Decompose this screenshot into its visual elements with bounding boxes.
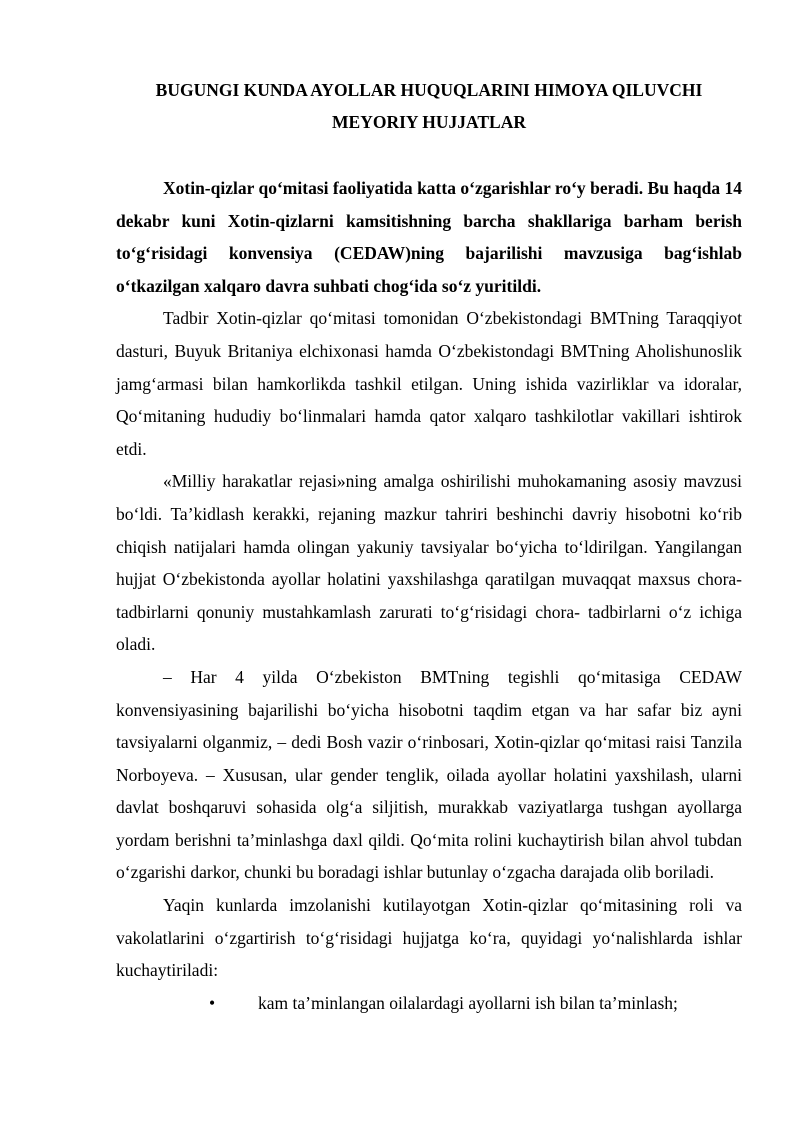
paragraph-action-plan: «Milliy harakatlar rejasi»ning amalga oshirilishi muhokamaning asosiy mavzusi bo‘ldi. Ta’kidlash kerakki, rejaning mazkur tahriri beshinchi davriy hisobotni ko‘rib chiqish natijalari hamda olingan yakuniy tavsiyalar bo‘yicha to‘ldirilgan. Yangilangan hujjat O‘zbekistonda ayollar holatini yaxshilashga qaratilgan muvaqqat maxsus chora-tadbirlarni qonuniy mustahkamlash zarurati to‘g‘risidagi chora- tadbirlarni o‘z ichiga oladi. (116, 471, 742, 655)
lead-paragraph: Xotin-qizlar qo‘mitasi faoliyatida katta o‘zgarishlar ro‘y beradi. Bu haqda 14 dekabr kuni Xotin-qizlarni kamsitishning barcha shakllariga barham berish to‘g‘risidagi konvensiya (CEDAW)ning bajarilishi mavzusiga bag‘ishlab o‘tkazilgan xalqaro davra suhbati chog‘ida so‘z yuritildi. (116, 178, 742, 296)
directions-list (116, 987, 742, 1020)
title-line-2: MEYORIY HUJJATLAR (332, 112, 526, 132)
paragraph-quote: – Har 4 yilda O‘zbekiston BMTning tegishli qo‘mitasiga CEDAW konvensiyasining bajarilishi bo‘yicha hisobotni taqdim etgan va har safar biz ayni tavsiyalarni olganmiz, – dedi Bosh vazir o‘rinbosari, Xotin-qizlar qo‘mitasi raisi Tanzila Norboyeva. – Xususan, ular gender tenglik, oilada ayollar holatini yaxshilash, ularni davlat boshqaruvi sohasida olg‘a siljitish, murakkab vaziyatlarga tushgan ayollarga yordam berishni ta’minlashga daxl qildi. Qo‘mita rolini kuchaytirish bilan ahvol tubdan o‘zgarishi darkor, chunki bu boradagi ishlar butunlay o‘zgacha darajada olib boriladi. (116, 666, 742, 883)
list-item-text: kam ta’minlangan oilalardagi ayollarni ish bilan ta’minlash; (258, 992, 678, 1013)
title-line-1: BUGUNGI KUNDA AYOLLAR HUQUQLARINI HIMOYA QILUVCHI (155, 80, 703, 100)
bullet-icon: • (209, 992, 216, 1013)
list-item (116, 987, 742, 1020)
paragraph-directions: Yaqin kunlarda imzolanishi kutilayotgan Xotin-qizlar qo‘mitasining roli va vakolatlarini o‘zgartirish to‘g‘risidagi hujjatga ko‘ra, quyidagi yo‘nalishlarda ishlar kuchaytiriladi: (116, 895, 742, 981)
page-title (116, 74, 742, 138)
paragraph-event: Tadbir Xotin-qizlar qo‘mitasi tomonidan O‘zbekistondagi BMTning Taraqqiyot dasturi, Buyuk Britaniya elchixonasi hamda O‘zbekistondagi BMTning Aholishunoslik jamg‘armasi bilan hamkorlikda tashkil etilgan. Uning ishida vazirliklar va idoralar, Qo‘mitaning hududiy bo‘linmalari hamda qator xalqaro tashkilotlar vakillari ishtirok etdi. (116, 308, 742, 459)
